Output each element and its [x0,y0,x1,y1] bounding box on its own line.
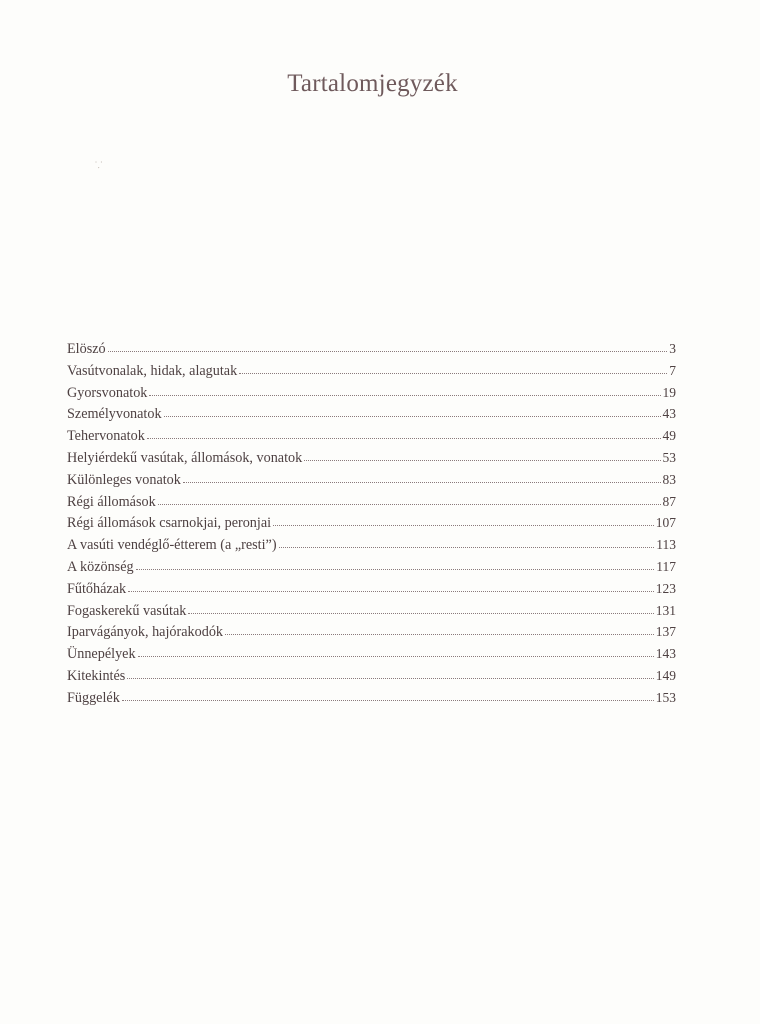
toc-entry-title: Régi állomások [67,493,156,510]
dot-leader [108,337,668,352]
toc-entry-title: Kitekintés [67,667,126,684]
table-of-contents [67,338,676,709]
dot-leader [158,490,661,505]
dot-leader [138,642,654,657]
toc-entry [67,621,676,643]
toc-entry-page: 117 [656,558,676,574]
toc-entry [67,643,676,665]
dot-leader [188,599,653,614]
toc-entry-title: Elöszó [67,341,106,357]
toc-entry-page: 53 [662,449,676,465]
toc-entry-title: Fűtőházak [67,580,127,597]
toc-entry-page: 3 [669,341,676,356]
toc-entry-page: 131 [655,602,676,618]
dot-leader [149,381,660,396]
toc-entry-page: 149 [655,667,676,683]
toc-entry [67,534,676,556]
toc-entry-title: Függelék [67,689,120,706]
toc-entry-title: Gyorsvonatok [67,384,148,401]
toc-entry-page: 43 [662,406,676,422]
toc-entry-title: Helyiérdekű vasútak, állomások, vonatok [67,449,303,466]
toc-entry-title: Iparvágányok, hajórakodók [67,624,224,641]
toc-entry-title: A vasúti vendéglő-étterem (a „resti”) [67,537,277,554]
toc-entry-title: Különleges vonatok [67,471,181,488]
toc-entry-page: 87 [662,493,676,509]
toc-entry-page: 83 [662,471,676,487]
dot-leader [279,533,655,548]
toc-entry-page: 123 [655,580,676,596]
toc-entry [67,600,676,622]
toc-entry [67,556,676,578]
toc-entry-page: 137 [655,624,676,640]
dot-leader [225,620,654,635]
toc-entry-page: 107 [655,515,676,531]
dot-leader [239,359,667,374]
toc-entry [67,512,676,534]
toc-entry-page: 113 [656,537,676,553]
toc-entry-title: A közönség [67,558,134,575]
toc-entry-title: Vasútvonalak, hidak, alagutak [67,362,238,379]
toc-entry-title: Tehervonatok [67,428,145,445]
dot-leader [128,577,654,592]
toc-entry [67,360,676,382]
dot-leader [164,402,661,417]
toc-entry-page: 143 [655,646,676,662]
dot-leader [122,686,654,701]
dot-leader [147,424,661,439]
toc-entry [67,687,676,709]
toc-entry [67,403,676,425]
toc-entry-title: Fogaskerekű vasútak [67,602,187,619]
toc-entry-title: Régi állomások csarnokjai, peronjai [67,515,272,532]
dot-leader [183,468,661,483]
toc-entry-page: 19 [662,384,676,400]
dot-leader [136,555,655,570]
toc-entry [67,665,676,687]
toc-entry [67,578,676,600]
paper-speck: ⸪ [95,161,103,171]
dot-leader [273,511,654,526]
dot-leader [304,446,660,461]
toc-entry [67,425,676,447]
toc-entry [67,447,676,469]
dot-leader [127,664,653,679]
toc-entry [67,491,676,513]
toc-entry-page: 49 [662,428,676,444]
toc-entry-page: 7 [669,362,676,378]
toc-entry-page: 153 [655,689,676,705]
toc-entry-title: Személyvonatok [67,406,162,423]
toc-entry-title: Ünnepélyek [67,646,136,663]
toc-entry [67,338,676,360]
toc-entry [67,469,676,491]
page-title: Tartalomjegyzék [287,70,458,97]
toc-entry [67,382,676,404]
